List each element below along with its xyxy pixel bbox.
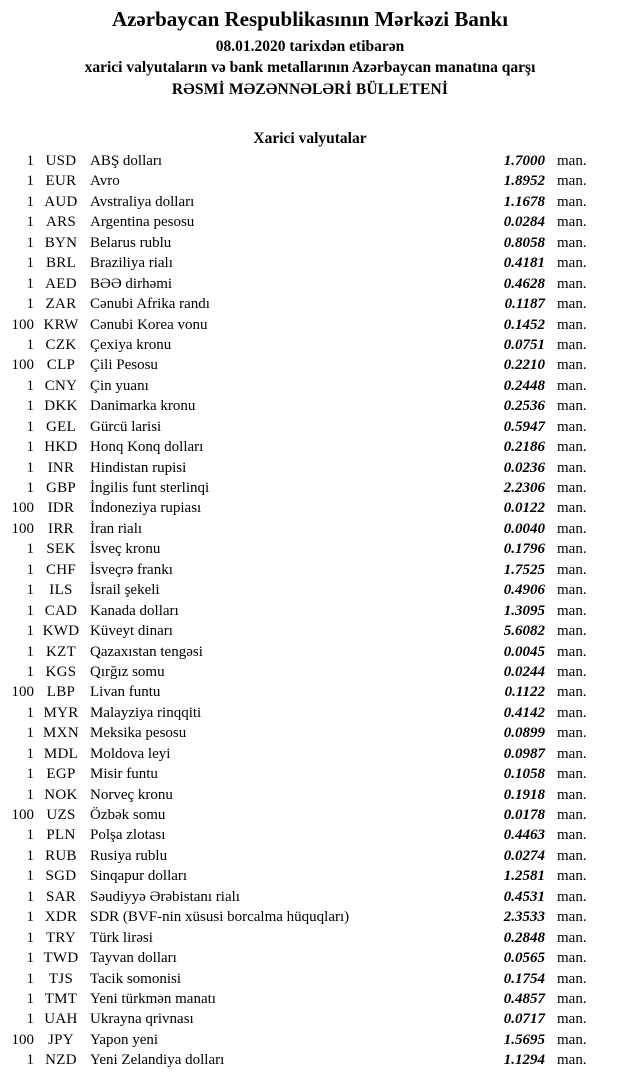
- rate-row: [0, 580, 620, 600]
- currency-name: Hindistan rupisi: [90, 459, 187, 476]
- rate-row: [0, 969, 620, 989]
- rate-row: [0, 621, 620, 641]
- rate-unit: man.: [557, 500, 587, 517]
- currency-code: BYN: [44, 234, 78, 251]
- currency-name: Tacik somonisi: [90, 970, 182, 987]
- quantity: 100: [11, 807, 34, 823]
- rate-value: 0.0751: [503, 336, 545, 353]
- rate-row: [0, 560, 620, 580]
- rate-row: [0, 539, 620, 559]
- rate-unit: man.: [557, 643, 587, 660]
- currency-code: AUD: [44, 193, 78, 210]
- currency-name: Polşa zlotası: [90, 827, 166, 844]
- rate-unit: man.: [557, 950, 587, 967]
- currency-name: Yeni türkmən manatı: [90, 990, 216, 1007]
- rate-value: 0.4463: [503, 827, 545, 844]
- currency-code: EUR: [45, 173, 77, 190]
- currency-code: KRW: [43, 316, 79, 333]
- rate-unit: man.: [557, 459, 587, 476]
- currency-code: CAD: [44, 602, 78, 619]
- currency-code: KWD: [42, 623, 80, 640]
- rate-value: 1.1294: [503, 1052, 545, 1069]
- quantity: 1: [26, 950, 34, 967]
- quantity: 1: [26, 663, 34, 680]
- rate-unit: man.: [557, 418, 587, 435]
- rate-row: [0, 437, 620, 457]
- quantity: 1: [26, 725, 34, 742]
- rate-row: [0, 948, 620, 968]
- rate-unit: man.: [557, 704, 587, 721]
- quantity: 1: [26, 255, 34, 272]
- quantity: 1: [26, 480, 34, 496]
- currency-code: BRL: [45, 255, 77, 272]
- rate-value: 0.4857: [503, 990, 545, 1007]
- rate-value: 1.8952: [503, 173, 545, 190]
- rate-unit: man.: [557, 623, 587, 640]
- currency-name: Kanada dolları: [90, 602, 179, 619]
- rate-value: 0.0899: [503, 725, 545, 742]
- quantity: 1: [26, 827, 34, 844]
- rate-value: 0.8058: [503, 234, 545, 251]
- rate-row: [0, 151, 620, 171]
- rate-value: 0.2186: [503, 439, 545, 456]
- currency-code: NOK: [44, 786, 78, 803]
- quantity: 1: [26, 786, 34, 803]
- rate-value: 0.0040: [503, 520, 545, 537]
- bulletin-title: RƏSMİ MƏZƏNNƏLƏRİ BÜLLETENİ: [171, 81, 449, 98]
- currency-name: Livan funtu: [90, 684, 161, 701]
- quantity: 100: [11, 520, 34, 537]
- quantity: 1: [26, 602, 34, 619]
- currency-name: Gürcü larisi: [90, 418, 162, 435]
- rate-row: [0, 928, 620, 948]
- rate-row: [0, 703, 620, 723]
- rate-unit: man.: [557, 929, 587, 946]
- rate-value: 0.0717: [503, 1011, 545, 1028]
- quantity: 1: [26, 541, 34, 558]
- rate-unit: man.: [557, 909, 587, 926]
- rate-value: 2.3533: [503, 909, 545, 926]
- rate-row: [0, 519, 620, 539]
- rate-row: [0, 907, 620, 927]
- currency-name: Malayziya rinqqiti: [90, 704, 202, 721]
- rate-value: 0.2848: [503, 929, 545, 946]
- rate-value: 0.4906: [503, 582, 545, 599]
- currency-code: PLN: [46, 827, 76, 844]
- currency-code: SAR: [45, 888, 77, 905]
- currency-code: EGP: [46, 766, 76, 783]
- currency-code: MXN: [43, 725, 79, 742]
- rate-unit: man.: [557, 602, 587, 619]
- currency-name: Cənubi Afrika randı: [90, 296, 210, 313]
- currency-name: Misir funtu: [90, 766, 158, 783]
- quantity: 1: [26, 847, 34, 864]
- currency-name: İsveçrə frankı: [90, 561, 173, 578]
- rate-unit: man.: [557, 1011, 587, 1028]
- rate-row: [0, 744, 620, 764]
- rate-value: 0.0987: [503, 745, 545, 762]
- currency-name: Rusiya rublu: [90, 847, 168, 864]
- currency-name: Çin yuanı: [90, 377, 149, 394]
- rate-value: 1.2581: [503, 868, 545, 885]
- rate-row: [0, 355, 620, 375]
- rate-row: [0, 458, 620, 478]
- currency-name: Meksika pesosu: [90, 725, 187, 742]
- currency-code: GBP: [45, 480, 77, 496]
- rate-unit: man.: [557, 336, 587, 353]
- quantity: 100: [11, 357, 34, 374]
- rate-row: [0, 1050, 620, 1070]
- rate-value: 0.1058: [503, 766, 545, 783]
- rate-unit: man.: [557, 807, 587, 823]
- currency-code: TJS: [48, 970, 74, 987]
- quantity: 1: [26, 990, 34, 1007]
- quantity: 1: [26, 377, 34, 394]
- rate-row: [0, 642, 620, 662]
- quantity: 1: [26, 1052, 34, 1069]
- rate-row: [0, 498, 620, 518]
- rate-row: [0, 376, 620, 396]
- rate-value: 0.1122: [504, 684, 545, 701]
- rate-unit: man.: [557, 1031, 587, 1048]
- rate-unit: man.: [557, 582, 587, 599]
- currency-name: BƏƏ dirhəmi: [90, 275, 173, 292]
- rate-unit: man.: [557, 296, 587, 313]
- quantity: 1: [26, 275, 34, 292]
- currency-name: Belarus rublu: [90, 234, 172, 251]
- rate-value: 0.4142: [503, 704, 545, 721]
- rate-value: 1.7525: [503, 561, 545, 578]
- quantity: 1: [26, 1011, 34, 1028]
- currency-name: Qazaxıstan tengəsi: [90, 643, 203, 660]
- rate-value: 0.0236: [503, 459, 545, 476]
- rate-unit: man.: [557, 316, 587, 333]
- rate-unit: man.: [557, 725, 587, 742]
- rate-row: [0, 171, 620, 191]
- quantity: 1: [26, 582, 34, 599]
- rate-value: 0.4531: [503, 888, 545, 905]
- rate-value: 0.4181: [503, 255, 545, 272]
- rate-value: 0.0122: [503, 500, 545, 517]
- rate-unit: man.: [557, 173, 587, 190]
- rate-unit: man.: [557, 234, 587, 251]
- rate-value: 0.1796: [503, 541, 545, 558]
- currency-name: Braziliya rialı: [90, 255, 173, 272]
- currency-code: SGD: [45, 868, 77, 885]
- rate-unit: man.: [557, 541, 587, 558]
- currency-code: ZAR: [45, 296, 77, 313]
- currency-name: Yeni Zelandiya dolları: [90, 1052, 225, 1069]
- rate-row: [0, 274, 620, 294]
- rate-row: [0, 723, 620, 743]
- currency-name: Çili Pesosu: [90, 357, 158, 374]
- rate-unit: man.: [557, 847, 587, 864]
- effective-date-line: 08.01.2020 tarixdən etibarən: [215, 38, 405, 55]
- currency-code: ILS: [49, 582, 73, 599]
- rate-unit: man.: [557, 214, 587, 231]
- currency-name: İsrail şekeli: [90, 582, 160, 599]
- currency-code: XDR: [44, 909, 78, 926]
- quantity: 100: [11, 316, 34, 333]
- rate-value: 0.1452: [503, 316, 545, 333]
- rate-unit: man.: [557, 255, 587, 272]
- rate-row: [0, 866, 620, 886]
- currency-name: Tayvan dolları: [90, 950, 177, 967]
- rate-row: [0, 601, 620, 621]
- currency-code: SEK: [46, 541, 76, 558]
- rate-value: 0.1187: [504, 296, 545, 313]
- quantity: 100: [11, 1031, 34, 1048]
- currency-name: Norveç kronu: [90, 786, 173, 803]
- currency-code: MDL: [43, 745, 79, 762]
- quantity: 1: [26, 214, 34, 231]
- rate-unit: man.: [557, 990, 587, 1007]
- rate-value: 0.2536: [503, 398, 545, 415]
- rate-row: [0, 192, 620, 212]
- quantity: 1: [26, 398, 34, 415]
- currency-name: Qırğız somu: [90, 663, 165, 680]
- currency-name: ABŞ dolları: [90, 153, 163, 169]
- currency-name: Yapon yeni: [90, 1031, 159, 1048]
- currency-code: TRY: [45, 929, 77, 946]
- rate-unit: man.: [557, 827, 587, 844]
- quantity: 1: [26, 439, 34, 456]
- rate-value: 0.5947: [503, 418, 545, 435]
- rate-value: 1.3095: [503, 602, 545, 619]
- rate-row: [0, 662, 620, 682]
- currency-code: LBP: [46, 684, 76, 701]
- currency-name: Ukrayna qrivnası: [90, 1011, 194, 1028]
- currency-code: MYR: [43, 704, 79, 721]
- currency-name: SDR (BVF-nin xüsusi borcalma hüquqları): [90, 909, 350, 926]
- rate-value: 0.0045: [503, 643, 545, 660]
- quantity: 100: [11, 684, 34, 701]
- currency-name: Argentina pesosu: [90, 214, 195, 231]
- rate-value: 0.0178: [503, 807, 545, 823]
- currency-code: UZS: [46, 807, 76, 823]
- currency-code: ARS: [45, 214, 77, 231]
- rate-unit: man.: [557, 868, 587, 885]
- currency-code: RUB: [45, 847, 77, 864]
- rate-value: 0.4628: [503, 275, 545, 292]
- rate-unit: man.: [557, 561, 587, 578]
- currency-name: Küveyt dinarı: [90, 623, 173, 640]
- rate-row: [0, 294, 620, 314]
- currency-name: İngilis funt sterlinqi: [90, 480, 210, 496]
- quantity: 1: [26, 336, 34, 353]
- rate-row: [0, 212, 620, 232]
- quantity: 1: [26, 704, 34, 721]
- rate-value: 0.0565: [503, 950, 545, 967]
- subtitle-line: xarici valyutaların və bank metallarının Azərbaycan manatına qarşı: [84, 59, 536, 76]
- rate-unit: man.: [557, 786, 587, 803]
- quantity: 1: [26, 766, 34, 783]
- rate-value: 0.0244: [503, 663, 545, 680]
- rate-row: [0, 764, 620, 784]
- quantity: 1: [26, 234, 34, 251]
- quantity: 1: [26, 193, 34, 210]
- currency-name: Sinqapur dolları: [90, 868, 188, 885]
- rate-row: [0, 233, 620, 253]
- rate-unit: man.: [557, 377, 587, 394]
- rate-value: 1.7000: [503, 153, 545, 169]
- quantity: 1: [26, 929, 34, 946]
- currency-code: JPY: [48, 1031, 74, 1048]
- currency-name: Cənubi Korea vonu: [90, 316, 208, 333]
- currency-code: TWD: [43, 950, 79, 967]
- quantity: 1: [26, 970, 34, 987]
- quantity: 1: [26, 643, 34, 660]
- rate-value: 1.5695: [503, 1031, 545, 1048]
- currency-code: INR: [47, 459, 75, 476]
- rate-unit: man.: [557, 766, 587, 783]
- currency-name: Türk lirəsi: [90, 929, 153, 946]
- bank-title: Azərbaycan Respublikasının Mərkəzi Bankı: [111, 7, 509, 31]
- rate-unit: man.: [557, 398, 587, 415]
- rate-unit: man.: [557, 357, 587, 374]
- currency-name: Moldova leyi: [90, 745, 171, 762]
- rate-value: 0.2448: [503, 377, 545, 394]
- section-title-foreign-currencies: Xarici valyutalar: [253, 130, 367, 147]
- currency-code: DKK: [44, 398, 78, 415]
- rate-unit: man.: [557, 1052, 587, 1069]
- rate-unit: man.: [557, 684, 587, 701]
- quantity: 1: [26, 888, 34, 905]
- currency-name: Səudiyyə Ərəbistanı rialı: [90, 888, 240, 905]
- currency-code: UAH: [44, 1011, 78, 1028]
- rate-unit: man.: [557, 275, 587, 292]
- rate-row: [0, 478, 620, 498]
- currency-code: KZT: [45, 643, 77, 660]
- rate-row: [0, 335, 620, 355]
- rate-value: 0.2210: [503, 357, 545, 374]
- rate-row: [0, 682, 620, 702]
- rate-value: 0.0274: [503, 847, 545, 864]
- currency-name: İndoneziya rupiası: [90, 500, 202, 517]
- rate-unit: man.: [557, 663, 587, 680]
- rate-unit: man.: [557, 480, 587, 496]
- currency-code: TMT: [44, 990, 78, 1007]
- currency-code: CNY: [44, 377, 78, 394]
- rate-unit: man.: [557, 520, 587, 537]
- quantity: 100: [11, 500, 34, 517]
- quantity: 1: [26, 459, 34, 476]
- currency-code: IRR: [48, 520, 74, 537]
- currency-name: Çexiya kronu: [90, 336, 172, 353]
- rate-row: [0, 396, 620, 416]
- currency-code: IDR: [47, 500, 75, 517]
- rates-table: [0, 151, 620, 1071]
- currency-code: CLP: [46, 357, 76, 374]
- rate-value: 0.1754: [503, 970, 545, 987]
- rate-unit: man.: [557, 888, 587, 905]
- currency-name: Özbək somu: [90, 807, 166, 823]
- rate-row: [0, 887, 620, 907]
- currency-code: HKD: [44, 439, 78, 456]
- rate-row: [0, 315, 620, 335]
- currency-code: USD: [45, 153, 77, 169]
- rate-unit: man.: [557, 153, 587, 169]
- currency-code: AED: [45, 275, 77, 292]
- currency-name: İsveç kronu: [90, 541, 161, 558]
- rate-row: [0, 1030, 620, 1050]
- currency-name: Honq Konq dolları: [90, 439, 204, 456]
- currency-code: KGS: [45, 663, 77, 680]
- rate-unit: man.: [557, 439, 587, 456]
- rate-row: [0, 253, 620, 273]
- rate-unit: man.: [557, 745, 587, 762]
- quantity: 1: [26, 296, 34, 313]
- rate-value: 0.1918: [503, 786, 545, 803]
- rate-unit: man.: [557, 970, 587, 987]
- currency-name: Avstraliya dolları: [90, 193, 195, 210]
- rate-row: [0, 417, 620, 437]
- rate-value: 1.1678: [503, 193, 545, 210]
- rate-value: 5.6082: [503, 623, 545, 640]
- rate-row: [0, 1009, 620, 1029]
- quantity: 1: [26, 561, 34, 578]
- rate-row: [0, 846, 620, 866]
- rate-row: [0, 785, 620, 805]
- rate-value: 0.0284: [503, 214, 545, 231]
- quantity: 1: [26, 909, 34, 926]
- currency-code: NZD: [45, 1052, 77, 1069]
- quantity: 1: [26, 868, 34, 885]
- quantity: 1: [26, 153, 34, 169]
- currency-name: İran rialı: [90, 520, 143, 537]
- quantity: 1: [26, 745, 34, 762]
- currency-code: CHF: [45, 561, 77, 578]
- quantity: 1: [26, 623, 34, 640]
- rate-row: [0, 825, 620, 845]
- currency-code: GEL: [45, 418, 77, 435]
- quantity: 1: [26, 173, 34, 190]
- currency-name: Avro: [90, 173, 120, 190]
- currency-code: CZK: [45, 336, 77, 353]
- rate-row: [0, 989, 620, 1009]
- currency-name: Danimarka kronu: [90, 398, 196, 415]
- rate-unit: man.: [557, 193, 587, 210]
- rate-value: 2.2306: [503, 480, 545, 496]
- rate-row: [0, 805, 620, 825]
- quantity: 1: [26, 418, 34, 435]
